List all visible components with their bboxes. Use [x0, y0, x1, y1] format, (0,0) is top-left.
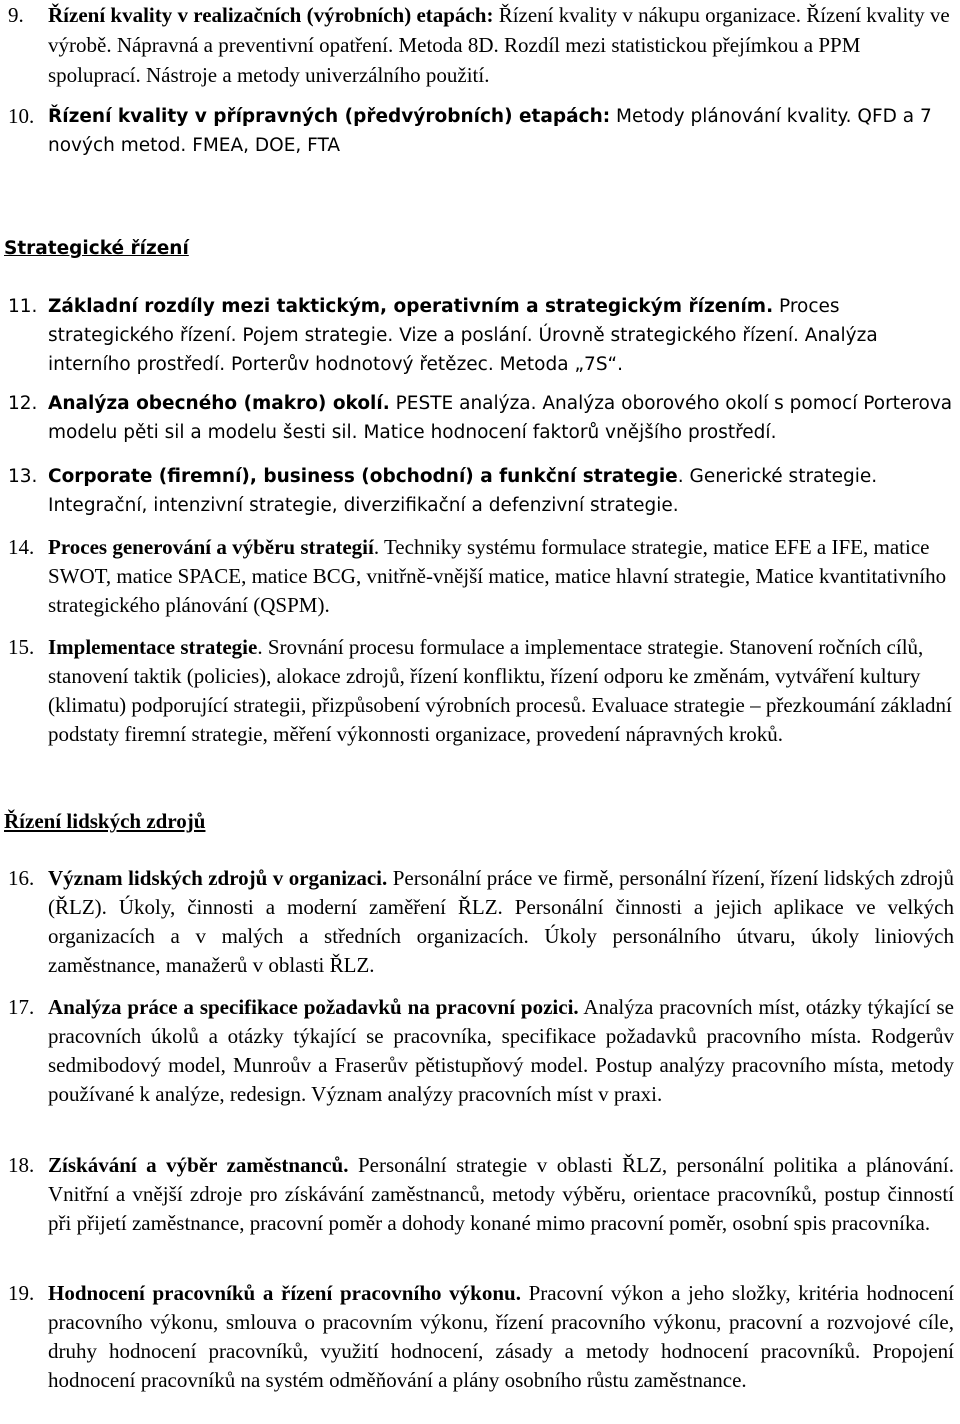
item-description: Pracovní výkon a jeho složky, kritéria hodnocení pracovního výkonu, smlouva o pracovním výkonu, řízení pracovního výkonu, pracovní a rozvojové cíle, druhy hodnocení pracovníků, využití hodnocení, zásady a metody hodnocení pracovníků. Propojení hodnocení pracovníků na systém odměňování a plány osobního růstu zaměstnance.	[48, 1281, 955, 1392]
item-description: Metody plánování kvality. QFD a 7 nových metod. FMEA, DOE, FTA	[48, 106, 932, 156]
list-item	[8, 292, 954, 379]
item-text	[48, 292, 954, 379]
list-item	[8, 1, 954, 91]
item-heading: Řízení kvality v přípravných (předvýrobních) etapách:	[48, 106, 611, 127]
item-description: Proces strategického řízení. Pojem strategie. Vize a poslání. Úrovně strategického řízení. Analýza interního prostředí. Porterův hodnotový řetězec. Metoda „7S“.	[48, 296, 878, 375]
item-number: 15.	[8, 635, 35, 659]
item-description: Personální strategie v oblasti ŘLZ, personální politika a plánování. Vnitřní a vnější zdroje pro získávání zaměstnanců, metody výběru, orientace pracovníků, postup činností při přijetí zaměstnance, pracovní poměr a dohody konané mimo pracovní poměr, osobní spis pracovníka.	[48, 1153, 955, 1235]
section-heading-strategic: Strategické řízení	[4, 238, 189, 259]
item-heading: Implementace strategie	[48, 635, 258, 659]
item-description: . Srovnání procesu formulace a implementace strategie. Stanovení ročních cílů, stanovení taktik (policies), alokace zdrojů, řízení konfliktu, řízení odporu ke změnám, vytváření kultury (klimatu) podporující strategii, přizpůsobení výrobních procesů. Evaluace strategie – přezkoumání základní podstaty firemní strategie, měření výkonnosti organizace, provedení nápravných kroků.	[48, 635, 952, 746]
item-number: 14.	[8, 535, 35, 559]
item-heading: Analýza obecného (makro) okolí.	[48, 393, 390, 414]
list-item	[8, 993, 954, 1109]
item-heading: Analýza práce a specifikace požadavků na pracovní pozici.	[48, 995, 579, 1019]
list-item	[8, 533, 954, 620]
item-description: PESTE analýza. Analýza oborového okolí s pomocí Porterova modelu pěti sil a modelu šesti sil. Matice hodnocení faktorů vnějšího prostředí.	[48, 393, 953, 443]
section-heading-hr: Řízení lidských zdrojů	[4, 809, 206, 833]
item-heading: Řízení kvality v realizačních (výrobních) etapách:	[48, 3, 494, 27]
item-text	[48, 102, 954, 160]
item-text	[48, 993, 954, 1109]
item-number: 11.	[8, 296, 38, 317]
item-number: 10.	[8, 104, 35, 128]
item-number: 17.	[8, 995, 35, 1019]
list-item	[8, 633, 954, 749]
item-text	[48, 533, 954, 620]
item-text	[48, 1, 954, 91]
item-number: 18.	[8, 1153, 35, 1177]
item-description: . Techniky systému formulace strategie, matice EFE a IFE, matice SWOT, matice SPACE, matice BCG, vnitřně-vnější matice, matice hlavní strategie, Matice kvantitativního strategického plánování (QSPM).	[48, 535, 947, 617]
item-text	[48, 864, 954, 980]
item-number: 13.	[8, 466, 38, 487]
item-number: 16.	[8, 866, 35, 890]
list-item	[8, 864, 954, 980]
item-heading: Hodnocení pracovníků a řízení pracovního výkonu.	[48, 1281, 521, 1305]
item-heading: Corporate (firemní), business (obchodní) a funkční strategie	[48, 466, 678, 487]
list-item	[8, 389, 954, 447]
item-heading: Proces generování a výběru strategií	[48, 535, 374, 559]
item-number: 12.	[8, 393, 38, 414]
list-item	[8, 102, 954, 160]
item-number: 19.	[8, 1281, 35, 1305]
item-text	[48, 389, 954, 447]
item-description: Personální práce ve firmě, personální řízení, řízení lidských zdrojů (ŘLZ). Úkoly, činnosti a moderní zaměření ŘLZ. Personální činnosti a jejich aplikace ve velkých organizacích a v malých a středních organizacích. Úkoly personálního útvaru, úkoly liniových zaměstnance, manažerů v oblasti ŘLZ.	[48, 866, 954, 977]
item-description: . Generické strategie. Integrační, intenzivní strategie, diverzifikační a defenzivní strategie.	[48, 466, 878, 516]
list-item	[8, 1151, 954, 1238]
item-text	[48, 633, 954, 749]
item-description: Analýza pracovních míst, otázky týkající se pracovních úkolů a otázky týkající se pracovníka, specifikace požadavků pracovního místa. Rodgerův sedmibodový model, Munroův a Fraserův pětistupňový model. Postup analýzy pracovního místa, metody používané k analýze, redesign. Význam analýzy pracovních míst v praxi.	[48, 995, 954, 1106]
item-heading: Význam lidských zdrojů v organizaci.	[48, 866, 388, 890]
item-heading: Získávání a výběr zaměstnanců.	[48, 1153, 349, 1177]
item-description: Řízení kvality v nákupu organizace. Řízení kvality ve výrobě. Nápravná a preventivní opatření. Metoda 8D. Rozdíl mezi statistickou přejímkou a PPM spoluprací. Nástroje a metody univerzálního použití.	[48, 3, 950, 87]
item-heading: Základní rozdíly mezi taktickým, operativním a strategickým řízením.	[48, 296, 774, 317]
item-number: 9.	[8, 3, 24, 27]
list-item	[8, 1279, 954, 1395]
item-text	[48, 1151, 954, 1238]
item-text	[48, 462, 954, 520]
list-item	[8, 462, 954, 520]
item-text	[48, 1279, 954, 1395]
